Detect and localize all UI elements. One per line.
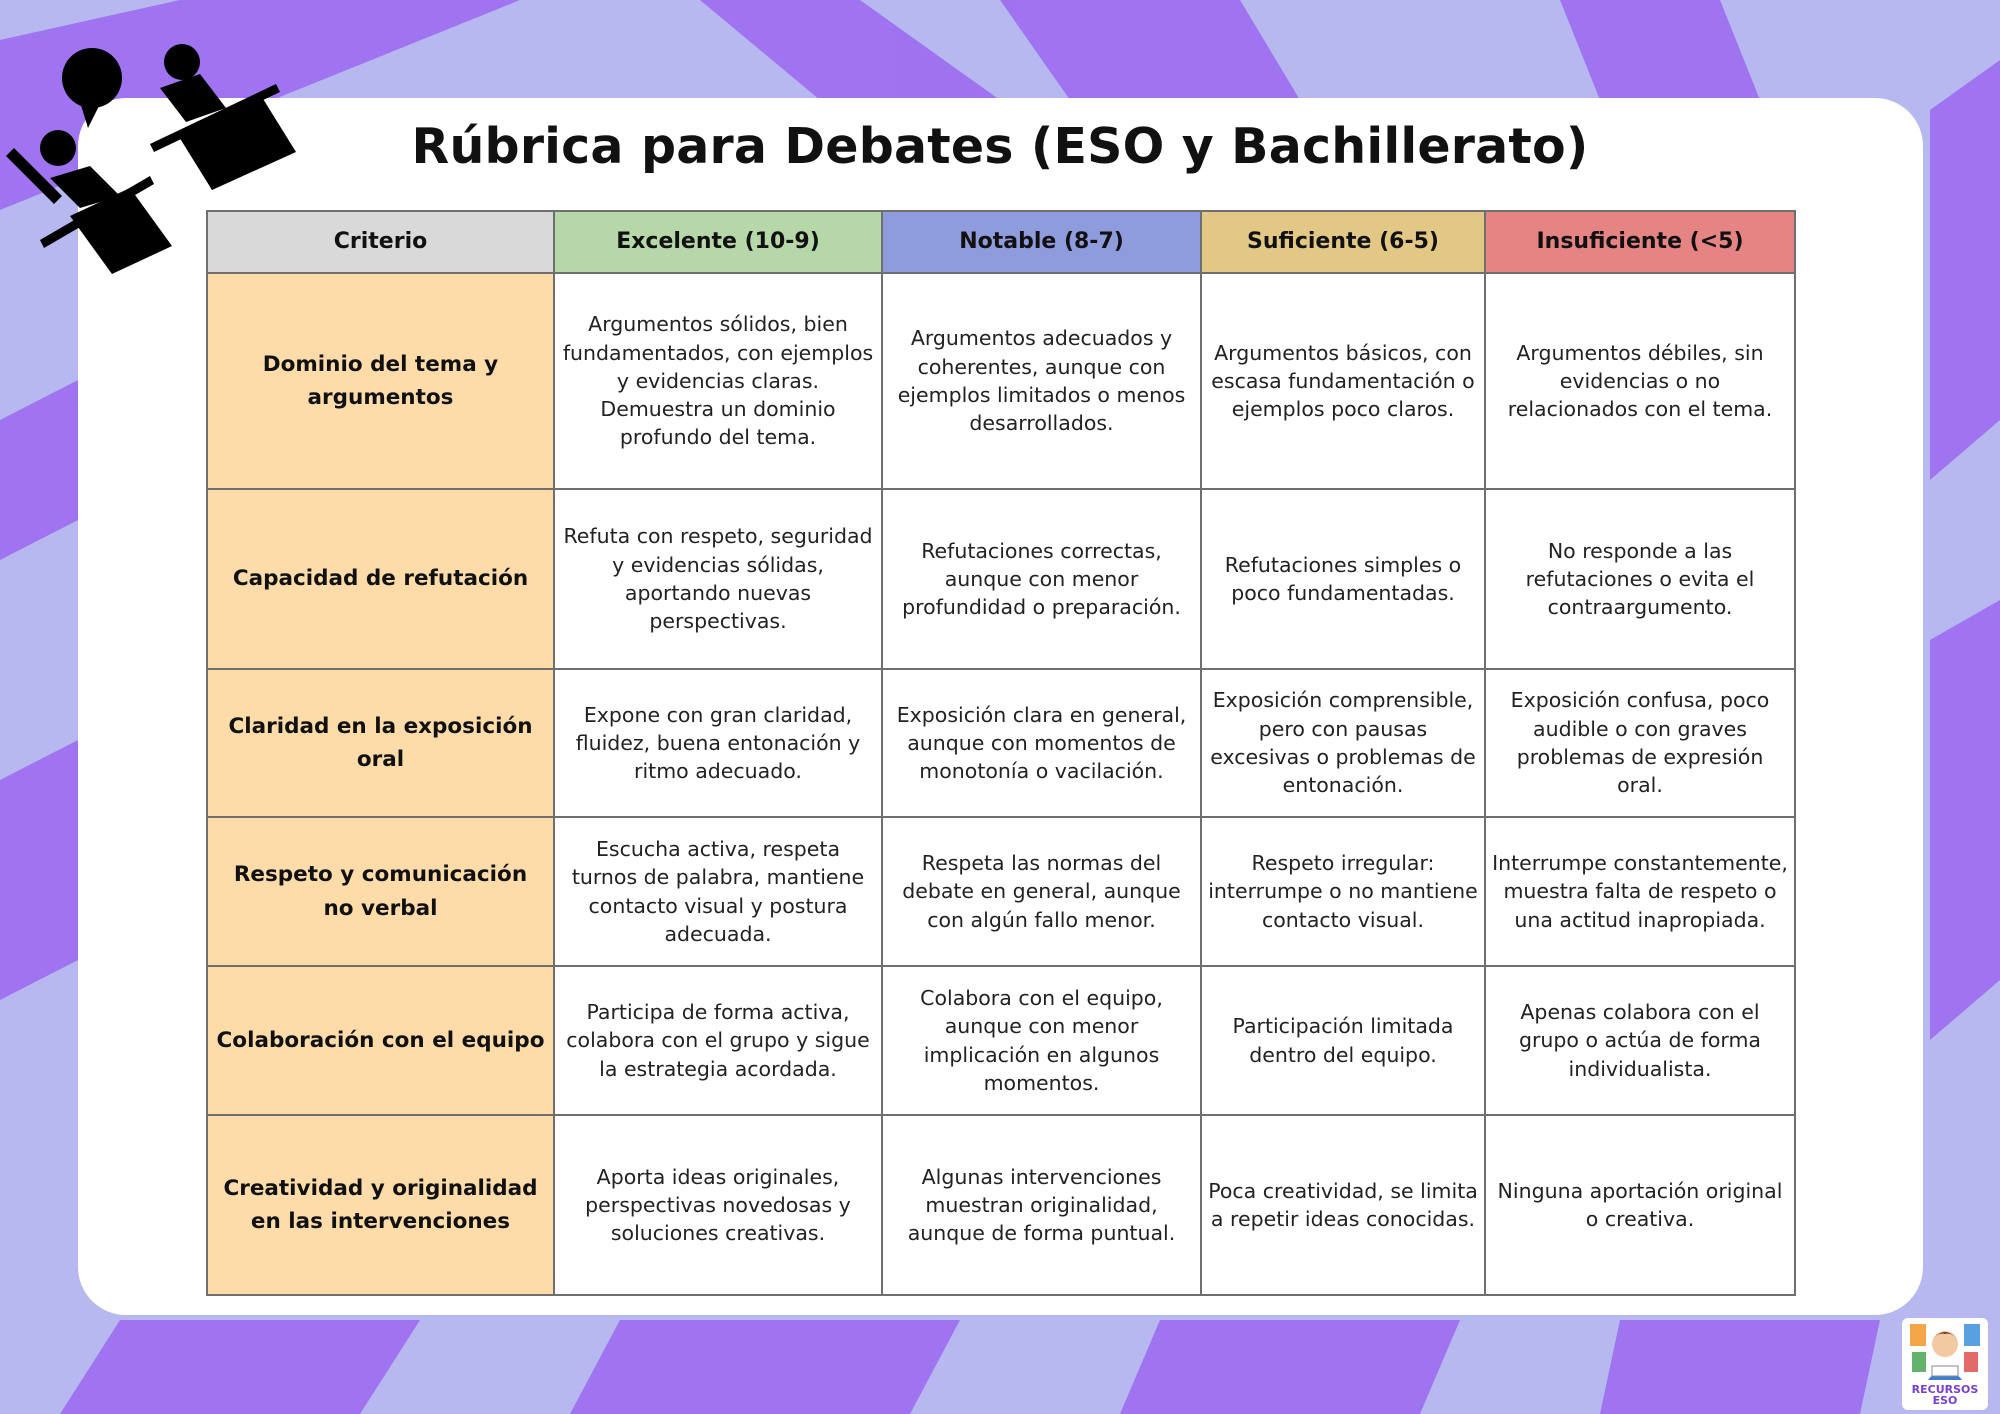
criterion-cell: Claridad en la exposición oral xyxy=(207,669,554,817)
rating-cell-notable: Argumentos adecuados y coherentes, aunque con ejemplos limitados o menos desarrollados. xyxy=(882,273,1201,489)
criterion-cell: Dominio del tema y argumentos xyxy=(207,273,554,489)
header-insuficiente: Insuficiente (<5) xyxy=(1485,211,1795,273)
rating-cell-suficiente: Argumentos básicos, con escasa fundamentación o ejemplos poco claros. xyxy=(1201,273,1485,489)
criterion-cell: Creatividad y originalidad en las intervenciones xyxy=(207,1115,554,1295)
rating-cell-excelente: Argumentos sólidos, bien fundamentados, con ejemplos y evidencias claras. Demuestra un dominio profundo del tema. xyxy=(554,273,882,489)
rating-cell-excelente: Escucha activa, respeta turnos de palabra, mantiene contacto visual y postura adecuada. xyxy=(554,817,882,966)
header-notable: Notable (8-7) xyxy=(882,211,1201,273)
rating-cell-notable: Exposición clara en general, aunque con momentos de monotonía o vacilación. xyxy=(882,669,1201,817)
criterion-cell: Colaboración con el equipo xyxy=(207,966,554,1115)
rating-cell-excelente: Aporta ideas originales, perspectivas novedosas y soluciones creativas. xyxy=(554,1115,882,1295)
rating-cell-notable: Colabora con el equipo, aunque con menor implicación en algunos momentos. xyxy=(882,966,1201,1115)
table-row xyxy=(207,273,1795,489)
table-row xyxy=(207,817,1795,966)
rating-cell-notable: Respeta las normas del debate en general, aunque con algún fallo menor. xyxy=(882,817,1201,966)
header-suficiente: Suficiente (6-5) xyxy=(1201,211,1485,273)
rating-cell-excelente: Refuta con respeto, seguridad y evidencias sólidas, aportando nuevas perspectivas. xyxy=(554,489,882,669)
rating-cell-notable: Refutaciones correctas, aunque con menor profundidad o preparación. xyxy=(882,489,1201,669)
rating-cell-insuficiente: No responde a las refutaciones o evita el contraargumento. xyxy=(1485,489,1795,669)
table-row xyxy=(207,489,1795,669)
rating-cell-excelente: Participa de forma activa, colabora con el grupo y sigue la estrategia acordada. xyxy=(554,966,882,1115)
table-row xyxy=(207,1115,1795,1295)
rating-cell-insuficiente: Argumentos débiles, sin evidencias o no relacionados con el tema. xyxy=(1485,273,1795,489)
recursos-eso-logo xyxy=(1902,1318,1988,1410)
debate-podium-icon xyxy=(0,18,310,288)
criterion-cell: Capacidad de refutación xyxy=(207,489,554,669)
rating-cell-notable: Algunas intervenciones muestran originalidad, aunque de forma puntual. xyxy=(882,1115,1201,1295)
header-criterio: Criterio xyxy=(207,211,554,273)
table-row xyxy=(207,966,1795,1115)
rating-cell-excelente: Expone con gran claridad, fluidez, buena entonación y ritmo adecuado. xyxy=(554,669,882,817)
rating-cell-suficiente: Refutaciones simples o poco fundamentadas. xyxy=(1201,489,1485,669)
header-row xyxy=(207,211,1795,273)
rating-cell-suficiente: Poca creatividad, se limita a repetir ideas conocidas. xyxy=(1201,1115,1485,1295)
page-title: Rúbrica para Debates (ESO y Bachillerato) xyxy=(411,118,1589,175)
rating-cell-suficiente: Exposición comprensible, pero con pausas excesivas o problemas de entonación. xyxy=(1201,669,1485,817)
criterion-cell: Respeto y comunicación no verbal xyxy=(207,817,554,966)
rating-cell-insuficiente: Interrumpe constantemente, muestra falta de respeto o una actitud inapropiada. xyxy=(1485,817,1795,966)
student-books-icon xyxy=(1902,1318,1988,1384)
rating-cell-suficiente: Respeto irregular: interrumpe o no mantiene contacto visual. xyxy=(1201,817,1485,966)
rating-cell-insuficiente: Ninguna aportación original o creativa. xyxy=(1485,1115,1795,1295)
rating-cell-suficiente: Participación limitada dentro del equipo. xyxy=(1201,966,1485,1115)
rating-cell-insuficiente: Exposición confusa, poco audible o con graves problemas de expresión oral. xyxy=(1485,669,1795,817)
table-row xyxy=(207,669,1795,817)
header-excelente: Excelente (10-9) xyxy=(554,211,882,273)
rubric-table xyxy=(206,210,1796,1296)
rating-cell-insuficiente: Apenas colabora con el grupo o actúa de forma individualista. xyxy=(1485,966,1795,1115)
logo-text: RECURSOS ESO xyxy=(1911,1383,1979,1407)
